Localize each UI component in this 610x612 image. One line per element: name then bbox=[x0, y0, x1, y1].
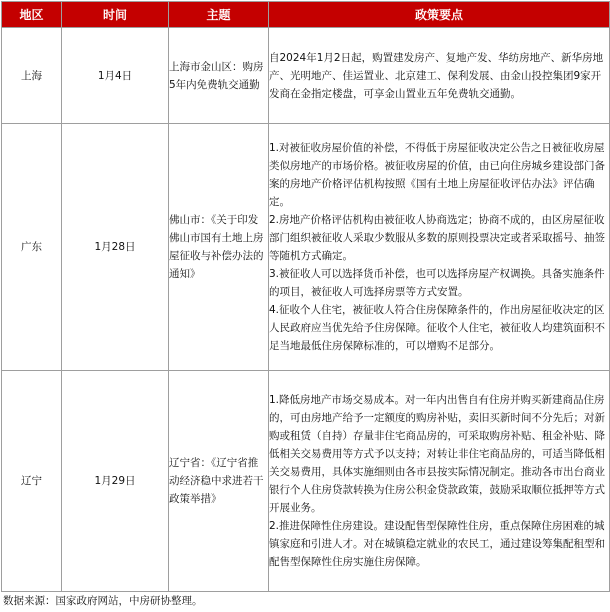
points-cell bbox=[269, 124, 610, 371]
header-region: 地区 bbox=[2, 2, 62, 28]
topic-cell: 佛山市：《关于印发佛山市国有土地上房屋征收与补偿办法的通知》 bbox=[169, 124, 269, 371]
time-cell: 1月4日 bbox=[62, 28, 169, 124]
header-points: 政策要点 bbox=[269, 2, 610, 28]
region-cell: 广东 bbox=[2, 124, 62, 371]
table-header-row bbox=[2, 2, 610, 28]
policy-point: 2.房地产价格评估机构由被征收人协商选定；协商不成的，由区房屋征收部门组织被征收人采取少数服从多数的原则投票决定或者采取摇号、抽签等随机方式确定。 bbox=[269, 214, 605, 262]
header-topic: 主题 bbox=[169, 2, 269, 28]
points-cell bbox=[269, 371, 610, 592]
policy-point: 自2024年1月2日起，购置建发房产、复地产发、华纺房地产、新华房地产、光明地产、佳运置业、北京建工、保利发展、由金山投控集团9家开发商在金指定楼盘，可享金山置业五年免费轨交通勤。 bbox=[269, 51, 604, 100]
policy-table bbox=[1, 1, 610, 592]
region-cell: 上海 bbox=[2, 28, 62, 124]
table-row bbox=[2, 124, 610, 371]
policy-point: 4.征收个人住宅，被征收人符合住房保障条件的，作出房屋征收决定的区人民政府应当优先给予住房保障。征收个人住宅，被征收人均建筑面积不足当地最低住房保障标准的，可以增购不足部分。 bbox=[269, 304, 605, 352]
region-cell: 辽宁 bbox=[2, 371, 62, 592]
policy-point: 3.被征收人可以选择货币补偿，也可以选择房屋产权调换。具备实施条件的项目，被征收人可选择房票等方式安置。 bbox=[269, 268, 605, 298]
points-cell bbox=[269, 28, 610, 124]
policy-point: 2.推进保障性住房建设。建设配售型保障性住房，重点保障住房困难的城镇家庭和引进人才。对在城镇稳定就业的农民工，通过建设筹集配租型和配售型保障性住房实施住房保障。 bbox=[269, 520, 605, 568]
topic-cell: 上海市金山区：购房5年内免费轨交通勤 bbox=[169, 28, 269, 124]
topic-cell: 辽宁省：《辽宁省推动经济稳中求进若干政策举措》 bbox=[169, 371, 269, 592]
header-time: 时间 bbox=[62, 2, 169, 28]
table-row bbox=[2, 28, 610, 124]
policy-point: 1.对被征收房屋价值的补偿，不得低于房屋征收决定公告之日被征收房屋类似房地产的市场价格。被征收房屋的价值，由已向住房城乡建设部门备案的房地产价格评估机构按照《国有土地上房屋征收评估办法》评估确定。 bbox=[269, 142, 605, 208]
source-note: 数据来源：国家政府网站，中房研协整理。 bbox=[3, 595, 203, 607]
time-cell: 1月29日 bbox=[62, 371, 169, 592]
table-row bbox=[2, 371, 610, 592]
policy-point: 1.降低房地产市场交易成本。对一年内出售自有住房并购买新建商品住房的，可由房地产给予一定额度的购房补贴，卖旧买新时间不分先后；对新购或租赁（自持）存量非住宅商品房的，可采取购房补贴、租金补贴、降低相关交易费用等方式予以支持；对转让非住宅商品房的，可适当降低相关交易费用，具体实施细则由各市县按实际情况制定。推动各市出台商业银行个人住房贷款转换为住房公积金贷款政策，鼓励采取顺位抵押等方式开展业务。 bbox=[269, 394, 605, 514]
time-cell: 1月28日 bbox=[62, 124, 169, 371]
